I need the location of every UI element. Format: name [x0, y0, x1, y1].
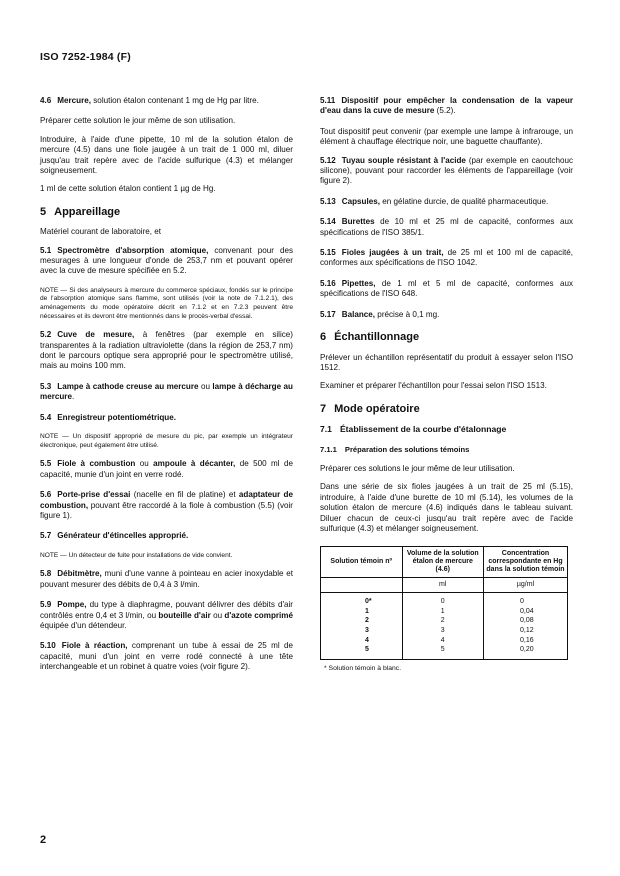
paragraph: Tout dispositif peut convenir (par exemple une lampe à infrarouge, un élément à chauffage électrique noir, une baguette chauffante).: [320, 126, 573, 147]
paragraph: 1 ml de cette solution étalon contient 1 µg de Hg.: [40, 184, 216, 194]
clause-5-9: 5.9 Pompe, du type à diaphragme, pouvant délivrer des débits d'air contrôlés entre 0,4 et 3 l/min, ou bouteille d'air ou d'azote comprimé équipée d'un détendeur.: [40, 600, 293, 630]
table-row: 5 5 0,20: [321, 645, 568, 659]
table-header: Solution témoin nº: [321, 547, 403, 578]
table-row: 4 4 0,16: [321, 636, 568, 646]
page-number: 2: [40, 834, 47, 846]
clause-5-16: 5.16 Pipettes, de 1 ml et 5 ml de capacité, conformes aux spécifications de l'ISO 648.: [320, 278, 573, 299]
paragraph: Préparer cette solution le jour même de son utilisation.: [40, 116, 236, 126]
clause-5-10: 5.10 Fiole à réaction, comprenant un tube à essai de 25 ml de capacité, muni d'un joint en verre rodé connecté à une tête interchangeable et un robinet à quatre voies (voir figure 2).: [40, 641, 293, 672]
clause-5-12: 5.12 Tuyau souple résistant à l'acide (par exemple en caoutchouc silicone), pouvant pour raccorder les éléments de l'appareillage (voir figure 2).: [320, 155, 573, 186]
table-row: 3 3 0,12: [321, 626, 568, 636]
section-heading-7: 7 Mode opératoire: [320, 402, 420, 415]
clause-5-5: 5.5 Fiole à combustion ou ampoule à décanter, de 500 ml de capacité, munie d'un joint en verre rodé.: [40, 459, 293, 479]
clause-5-14: 5.14 Burettes de 10 ml et 25 ml de capacité, conformes aux spécifications de l'ISO 385/1.: [320, 217, 573, 237]
paragraph: Préparer ces solutions le jour même de leur utilisation.: [320, 463, 515, 473]
left-column: [40, 96, 293, 683]
table-unit: µg/ml: [484, 578, 568, 593]
calibration-table: [320, 546, 568, 660]
paragraph: Prélever un échantillon représentatif du produit à essayer selon l'ISO 1512.: [320, 352, 573, 372]
paragraph: Introduire, à l'aide d'une pipette, 10 ml de la solution étalon de mercure (4.5) dans une fiole jaugée à un trait de 1 000 ml, diluer jusqu'au trait repère avec de l'acide sulfurique (4.3) et mélanger soigneusement.: [40, 134, 293, 176]
note: NOTE — Si des analyseurs à mercure du commerce spéciaux, fondés sur le principe de l'absorption atomique sans flamme, sont utilisés (voir la note de 7.1.2.1), des aménagements du mode opératoire décrit en 7.1.2 et en 7.2.3 peuvent être nécessaires et ils devront être mentionnés dans le procès-verbal d'essai.: [40, 286, 293, 320]
paragraph: Dans une série de six fioles jaugées à un trait de 25 ml (5.15), introduire, à l'aide d'une burette de 10 ml (5.14), les volumes de la solution étalon de mercure (4.6) indiqués dans le tableau suivant. Diluer chacun de ceux-ci jusqu'au trait repère avec de l'acide sulfurique (4.3) et mélanger soigneusement.: [320, 482, 573, 533]
clause-5-3: 5.3 Lampe à cathode creuse au mercure ou lampe à décharge au mercure.: [40, 381, 293, 402]
table-footnote: * Solution témoin à blanc.: [324, 664, 402, 672]
section-heading-6: 6 Échantillonnage: [320, 331, 420, 344]
subsection-heading-7-1: 7.1 Établissement de la courbe d'étalonnage: [320, 424, 507, 435]
paragraph: Examiner et préparer l'échantillon pour l'essai selon l'ISO 1513.: [320, 381, 547, 391]
clause-5-1: 5.1 Spectromètre d'absorption atomique, convenant pour des mesurages à une longueur d'onde de 253,7 nm et pouvant opérer avec la cuve de mesure spécifiée en 5.2.: [40, 245, 293, 276]
clause-4-6: 4.6 Mercure, solution étalon contenant 1 mg de Hg par litre.: [40, 96, 259, 105]
clause-5-17: 5.17 Balance, précise à 0,1 mg.: [320, 309, 440, 319]
clause-5-6: 5.6 Porte-prise d'essai (nacelle en fil de platine) et adaptateur de combustion, pouvant être raccordé à la fiole à combustion (5.5) (voir figure 1).: [40, 490, 293, 520]
paragraph: Matériel courant de laboratoire, et: [40, 227, 162, 237]
table-header: Volume de la solution étalon de mercure (4.6): [402, 547, 484, 578]
clause-5-4: 5.4 Enregistreur potentiométrique.: [40, 412, 176, 422]
clause-5-11: 5.11 Dispositif pour empêcher la condensation de la vapeur d'eau dans la cuve de mesure (5.2).: [320, 96, 573, 116]
table-row: 0* 0 0: [321, 593, 568, 607]
table-unit: ml: [402, 578, 484, 593]
table-row: 1 1 0,04: [321, 607, 568, 617]
note: NOTE — Un détecteur de fuite pour installations de vide convient.: [40, 551, 233, 559]
table-header: Concentration correspondante en Hg dans la solution témoin: [484, 547, 568, 578]
note: NOTE — Un dispositif approprié de mesure du pic, par exemple un intégrateur électronique, peut également être utilisé.: [40, 433, 293, 449]
clause-5-15: 5.15 Fioles jaugées à un trait, de 25 ml et 100 ml de capacité, conformes aux spécifications de l'ISO 1042.: [320, 248, 573, 268]
section-heading-5: 5 Appareillage: [40, 205, 121, 218]
document-header: ISO 7252-1984 (F): [40, 51, 131, 63]
right-column: [320, 96, 573, 674]
table-row: 2 2 0,08: [321, 617, 568, 627]
clause-5-2: 5.2 Cuve de mesure, à fenêtres (par exemple en silice) transparentes à la radiation ultraviolette (dans la région de 253,7 nm) dont le parcours optique sera approprié pour le spectromètre utilisé, mais au moins 100 mm.: [40, 330, 293, 371]
clause-5-8: 5.8 Débitmètre, muni d'une vanne à pointeau en acier inoxydable et pouvant mesurer des débits de 0,4 à 3 l/min.: [40, 569, 293, 589]
subsection-heading-7-1-1: 7.1.1 Préparation des solutions témoins: [320, 444, 470, 454]
table-unit: [321, 578, 403, 593]
clause-5-7: 5.7 Générateur d'étincelles approprié.: [40, 531, 189, 541]
clause-5-13: 5.13 Capsules, en gélatine durcie, de qualité pharmaceutique.: [320, 196, 549, 206]
